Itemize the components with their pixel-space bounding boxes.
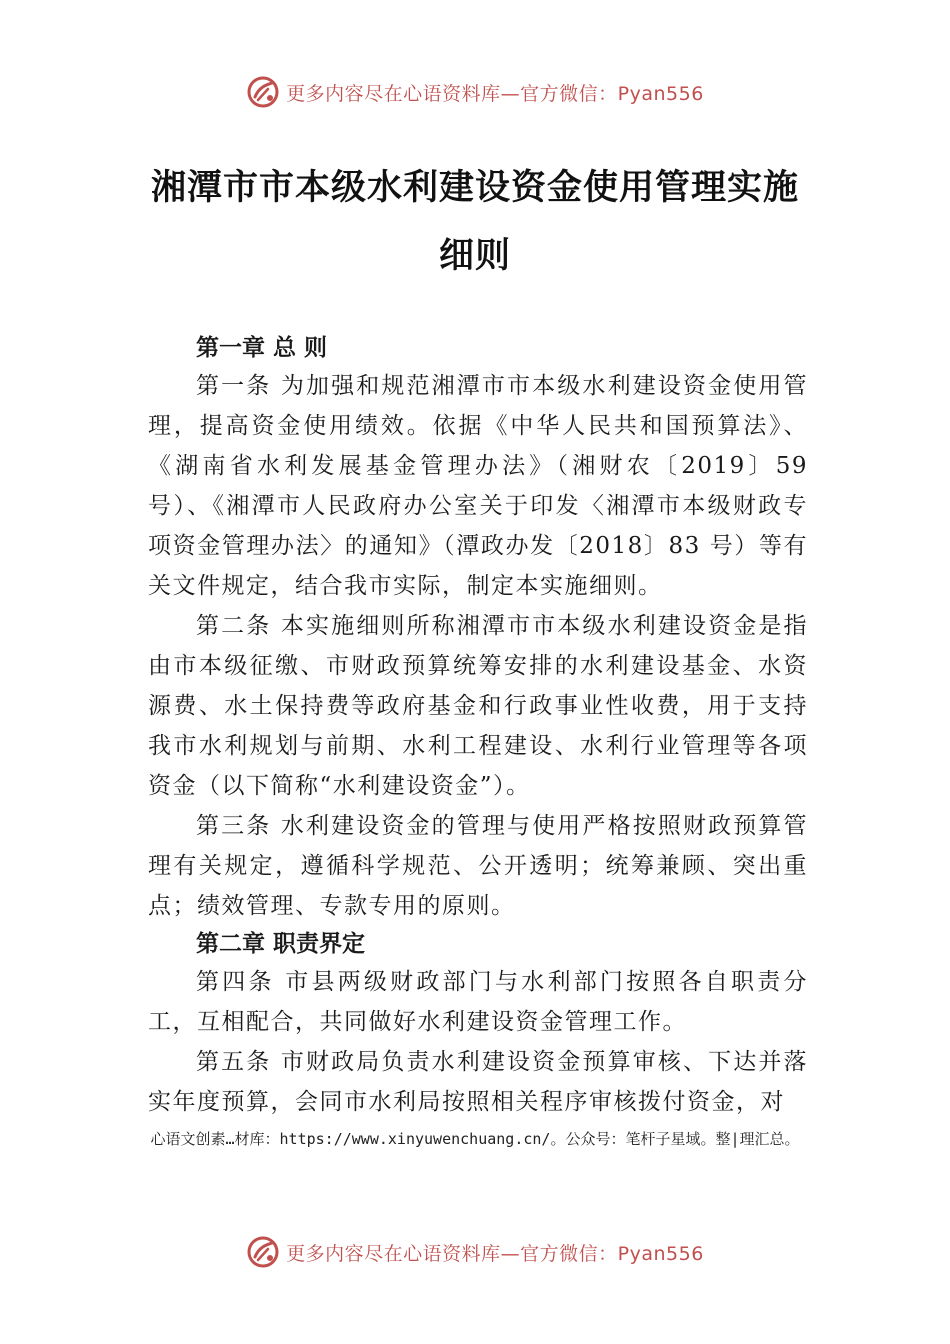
watermark-logo-icon xyxy=(246,75,280,109)
article-paragraph: 第一条 为加强和规范湘潭市市本级水利建设资金使用管理，提高资金使用绩效。依据《中华人民共和国预算法》、《湖南省水利发展基金管理办法》（湘财农〔2019〕59 号）、《湘潭市人民政府办公室关于印发〈湘潭市本级财政专项资金管理办法〉的通知》（潭政办发〔2018〕83 号）等有关文件规定，结合我市实际，制定本实施细则。 xyxy=(148,373,808,599)
header-banner xyxy=(0,72,950,112)
document-title-line-1: 湘潭市市本级水利建设资金使用管理实施 xyxy=(150,168,799,208)
article-paragraph: 第二条 本实施细则所称湘潭市市本级水利建设资金是指由市本级征缴、市财政预算统筹安排的水利建设基金、水资源费、水土保持费等政府基金和行政事业性收费，用于支持我市水利规划与前期、水利工程建设、水利行业管理等各项资金（以下简称“水利建设资金”）。 xyxy=(148,613,808,799)
banner-text: 更多内容尽在心语资料库—官方微信：Pyan556 xyxy=(286,1242,704,1265)
article-paragraph: 第五条 市财政局负责水利建设资金预算审核、下达并落实年度预算，会同市水利局按照相关程序审核拨付资金，对 xyxy=(148,1049,808,1115)
chapter-heading: 第二章 职责界定 xyxy=(196,931,366,957)
footer-banner xyxy=(0,1232,950,1272)
document-title-line-2: 细则 xyxy=(438,236,511,276)
document-body xyxy=(148,330,808,1122)
source-footnote: 心语文创素…材库：https://www.xinyuwenchuang.cn/。公众号：笔杆子星域。整|理汇总。 xyxy=(150,1130,800,1148)
article-paragraph: 第四条 市县两级财政部门与水利部门按照各自职责分工，互相配合，共同做好水利建设资金管理工作。 xyxy=(148,969,808,1035)
article-paragraph: 第三条 水利建设资金的管理与使用严格按照财政预算管理有关规定，遵循科学规范、公开透明；统筹兼顾、突出重点；绩效管理、专款专用的原则。 xyxy=(148,813,808,919)
watermark-logo-icon xyxy=(246,1235,280,1269)
chapter-heading: 第一章 总 则 xyxy=(196,335,328,361)
banner-text: 更多内容尽在心语资料库—官方微信：Pyan556 xyxy=(286,82,704,105)
